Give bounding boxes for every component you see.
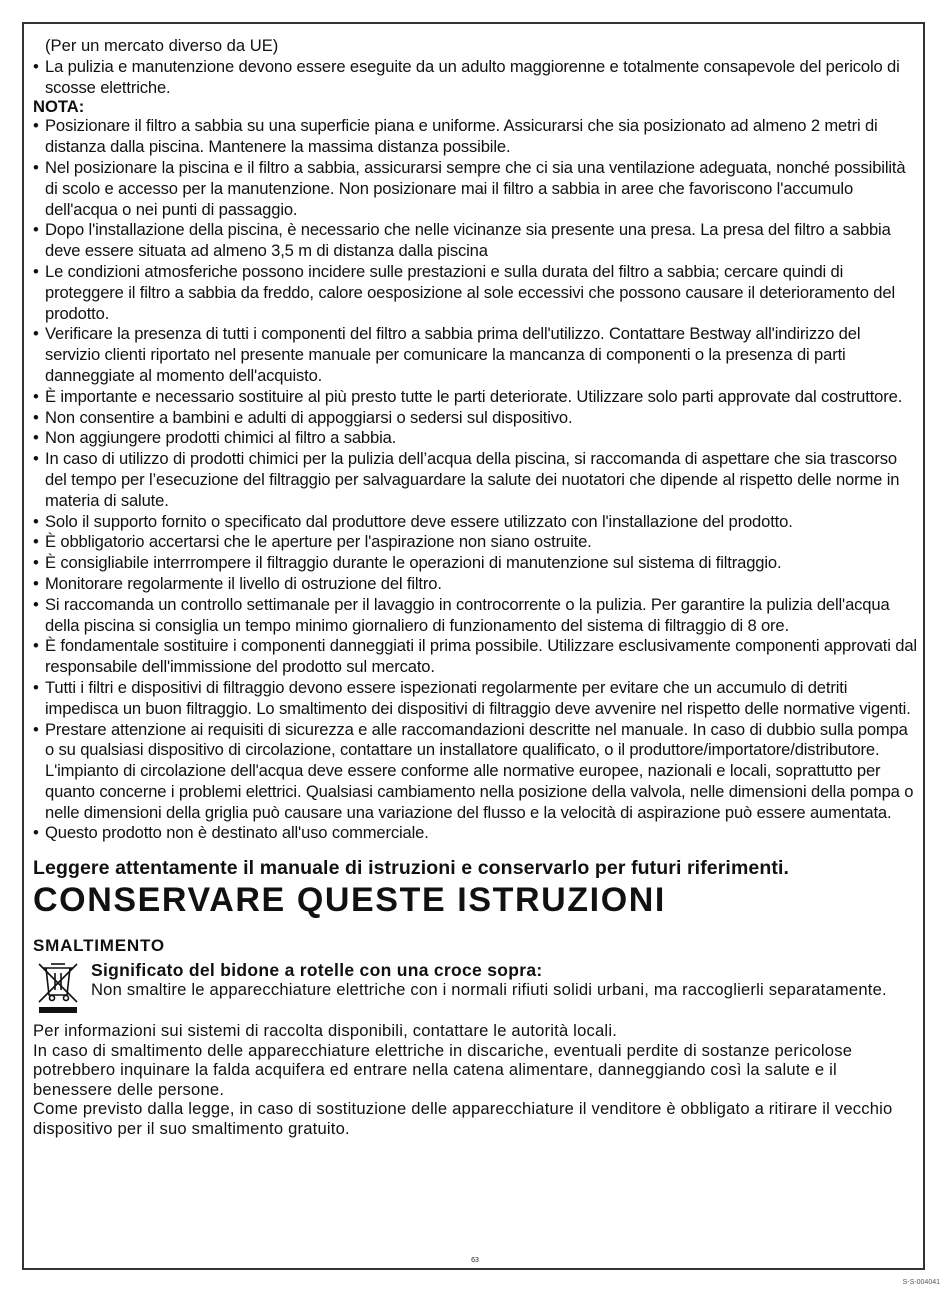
list-item: • Questo prodotto non è destinato all'uso commerciale.	[33, 823, 919, 844]
disposal-paragraph: In caso di smaltimento delle apparecchiature elettriche in discariche, eventuali perdite di sostanze pericolose potrebbero inquinare la falda acquifera ed entrare nella catena alimentare, danneggiando così la salute e il benessere delle persone.	[33, 1040, 853, 1099]
list-item: • È importante e necessario sostituire al più presto tutte le parti deteriorate. Utilizzare solo parti approvate dal costruttore.	[33, 387, 919, 408]
market-note: (Per un mercato diverso da UE)	[45, 36, 279, 55]
document-code: S-S-004041	[902, 1279, 940, 1286]
list-item: • Nel posizionare la piscina e il filtro a sabbia, assicurarsi sempre che ci sia una ventilazione adeguata, nonché possibilità di scolo e accesso per la manutenzione. Non posizionare mai il filtro a sabbia in aree che favoriscono l'accumulo dell'acqua o nei punti di passaggio.	[33, 158, 919, 220]
list-item: • Le condizioni atmosferiche possono incidere sulle prestazioni e sulla durata del filtro a sabbia; cercare quindi di proteggere il filtro a sabbia da freddo, calore oesposizione al sole eccessivi che possono causare il deterioramento del prodotto.	[33, 262, 919, 324]
weee-text	[91, 960, 919, 1021]
disposal-heading: SMALTIMENTO	[33, 936, 165, 956]
weee-description: Non smaltire le apparecchiature elettriche con i normali rifiuti solidi urbani, ma raccoglierli separatamente.	[91, 980, 887, 1000]
crossed-out-wheelie-bin-icon	[33, 960, 91, 1021]
list-item: • Posizionare il filtro a sabbia su una superficie piana e uniforme. Assicurarsi che sia posizionato ad almeno 2 metri di distanza dalla piscina. Mantenere la massima distanza possibile.	[33, 116, 919, 158]
list-item: • Solo il supporto fornito o specificato dal produttore deve essere utilizzato con l'installazione del prodotto.	[33, 512, 919, 533]
disposal-paragraph: Per informazioni sui sistemi di raccolta disponibili, contattare le autorità locali.	[33, 1021, 618, 1041]
list-item: • Prestare attenzione ai requisiti di sicurezza e alle raccomandazioni descritte nel manuale. In caso di dubbio sulla pompa o su qualsiasi dispositivo di circolazione, contattare un installatore qualificato, o il produttore/importatore/distributore. L'impianto di circolazione dell'acqua deve essere conforme alle normative europee, nazionali e locali, soprattutto per quanto concerne i problemi elettrici. Qualsiasi cambiamento nella posizione della valvola, nelle dimensioni della pompa o nelle dimensioni della griglia può causare una variazione del flusso e la velocità di aspirazione può essere aumentata.	[33, 720, 919, 824]
conserve-instructions-title: CONSERVARE QUESTE ISTRUZIONI	[33, 881, 666, 920]
list-item: • Dopo l'installazione della piscina, è necessario che nelle vicinanze sia presente una presa. La presa del filtro a sabbia deve essere situata ad almeno 3,5 m di distanza dalla piscina	[33, 220, 919, 262]
disposal-paragraph: Come previsto dalla legge, in caso di sostituzione delle apparecchiature il venditore è obbligato a ritirare il vecchio dispositivo per il suo smaltimento gratuito.	[33, 1099, 893, 1138]
weee-title: Significato del bidone a rotelle con una croce sopra:	[91, 960, 543, 981]
list-item: • Non consentire a bambini e adulti di appoggiarsi o sedersi sul dispositivo.	[33, 408, 919, 429]
list-item: • In caso di utilizzo di prodotti chimici per la pulizia dell’acqua della piscina, si raccomanda di aspettare che sia trascorso del tempo per l’esecuzione del filtraggio per salvaguardare la salute dei nuotatori che dipende al rispetto delle norme in materia di salute.	[33, 449, 919, 511]
list-item: • È obbligatorio accertarsi che le aperture per l'aspirazione non siano ostruite.	[33, 532, 919, 553]
list-item: • È fondamentale sostituire i componenti danneggiati il prima possibile. Utilizzare esclusivamente componenti approvati dal responsabile dell'immissione del prodotto sul mercato.	[33, 636, 919, 678]
list-item: • Si raccomanda un controllo settimanale per il lavaggio in controcorrente o la pulizia. Per garantire la pulizia dell'acqua della piscina si consiglia un tempo minimo giornaliero di funzionamento del sistema di filtraggio di 8 ore.	[33, 595, 919, 637]
list-item: • È consigliabile interrrompere il filtraggio durante le operazioni di manutenzione sul sistema di filtraggio.	[33, 553, 919, 574]
nota-bullet-list	[33, 116, 919, 844]
list-item: • La pulizia e manutenzione devono essere eseguite da un adulto maggiorenne e totalmente consapevole del pericolo di scosse elettriche.	[33, 57, 919, 99]
list-item: • Monitorare regolarmente il livello di ostruzione del filtro.	[33, 574, 919, 595]
list-item: • Tutti i filtri e dispositivi di filtraggio devono essere ispezionati regolarmente per evitare che un accumulo di detriti impedisca un buon filtraggio. Lo smaltimento dei dispositivi di filtraggio deve avvenire nel rispetto delle normative vigenti.	[33, 678, 919, 720]
list-item: • Verificare la presenza di tutti i componenti del filtro a sabbia prima dell'utilizzo. Contattare Bestway all'indirizzo del servizio clienti riportato nel presente manuale per comunicare la mancanza di componenti o la presenza di parti danneggiate al momento dell'acquisto.	[33, 324, 919, 386]
nota-heading: NOTA:	[33, 97, 85, 117]
read-manual-notice: Leggere attentamente il manuale di istruzioni e conservarlo per futuri riferimenti.	[33, 857, 789, 880]
top-bullet-list	[33, 57, 919, 99]
weee-block	[33, 960, 919, 1021]
document-body	[33, 36, 919, 1138]
list-item: • Non aggiungere prodotti chimici al filtro a sabbia.	[33, 428, 919, 449]
page-number: 63	[471, 1257, 479, 1264]
